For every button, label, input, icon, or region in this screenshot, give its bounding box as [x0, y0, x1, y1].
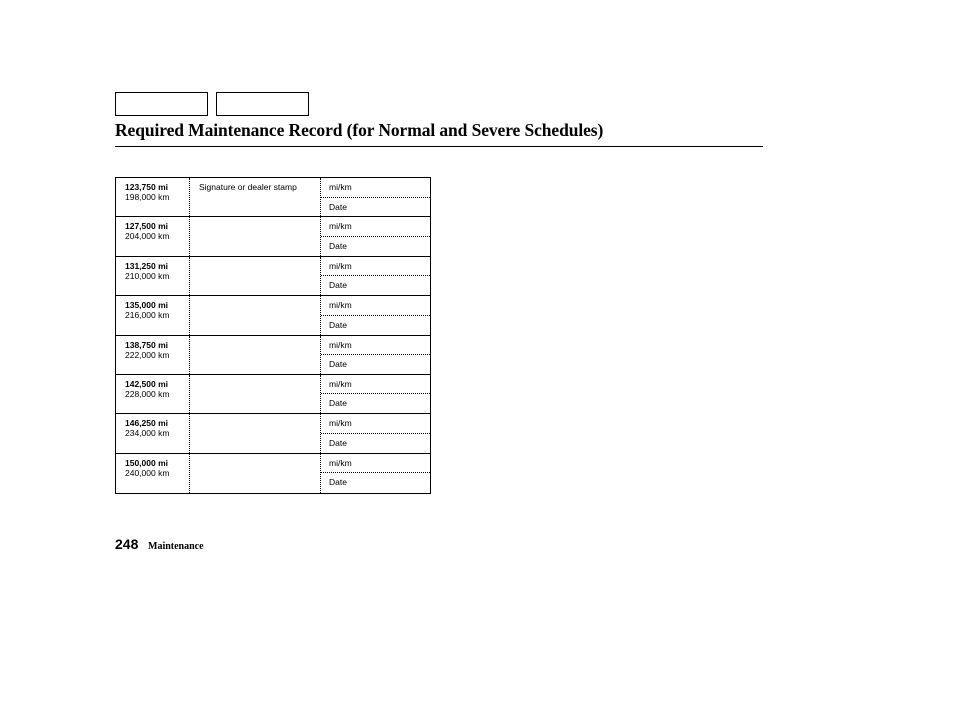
page-title: Required Maintenance Record (for Normal and Severe Schedules)	[115, 120, 604, 140]
date-field[interactable]	[321, 316, 430, 335]
interval-miles: 123,750 mi	[125, 182, 169, 192]
interval-cell	[116, 296, 190, 334]
date-label: Date	[329, 319, 347, 330]
signature-cell[interactable]	[190, 375, 321, 413]
interval-miles: 131,250 mi	[125, 260, 169, 271]
header-tab-box-left	[115, 92, 208, 116]
signature-cell[interactable]	[190, 296, 321, 334]
date-field[interactable]	[321, 434, 430, 453]
mileage-field[interactable]	[321, 336, 430, 356]
mileage-field[interactable]	[321, 217, 430, 237]
interval-miles: 135,000 mi	[125, 300, 169, 311]
date-label: Date	[329, 280, 347, 291]
title-divider	[115, 146, 763, 147]
interval-cell	[116, 454, 190, 493]
table-row	[116, 414, 430, 453]
mileage-label: mi/km	[329, 378, 352, 389]
signature-cell[interactable]	[190, 217, 321, 255]
date-field[interactable]	[321, 394, 430, 413]
entry-cell	[321, 257, 430, 295]
interval-miles: 150,000 mi	[125, 457, 169, 468]
interval-kilometers: 228,000 km	[125, 388, 170, 399]
interval-miles: 146,250 mi	[125, 418, 169, 429]
entry-cell	[321, 414, 430, 452]
date-label: Date	[329, 437, 347, 448]
mileage-field[interactable]	[321, 454, 430, 474]
interval-cell	[116, 178, 190, 216]
table-row	[116, 296, 430, 335]
mileage-label: mi/km	[329, 457, 352, 468]
interval-miles: 127,500 mi	[125, 221, 169, 232]
date-label: Date	[329, 359, 347, 370]
entry-cell	[321, 336, 430, 374]
table-row	[116, 178, 430, 217]
mileage-field[interactable]	[321, 178, 430, 198]
signature-cell[interactable]	[190, 454, 321, 493]
date-field[interactable]	[321, 237, 430, 256]
interval-kilometers: 210,000 km	[125, 270, 170, 281]
table-row	[116, 454, 430, 493]
interval-kilometers: 204,000 km	[125, 231, 170, 242]
interval-kilometers: 222,000 km	[125, 349, 170, 360]
entry-cell	[321, 217, 430, 255]
date-label: Date	[329, 240, 347, 251]
section-name: Maintenance	[148, 541, 204, 552]
date-field[interactable]	[321, 198, 430, 217]
interval-cell	[116, 375, 190, 413]
mileage-field[interactable]	[321, 296, 430, 316]
mileage-label: mi/km	[329, 221, 352, 232]
mileage-label: mi/km	[329, 300, 352, 311]
signature-label: Signature or dealer stamp	[199, 182, 297, 192]
mileage-field[interactable]	[321, 414, 430, 434]
signature-cell[interactable]	[190, 336, 321, 374]
header-tab-box-right	[216, 92, 309, 116]
date-field[interactable]	[321, 355, 430, 374]
table-row	[116, 375, 430, 414]
interval-kilometers: 234,000 km	[125, 428, 170, 439]
entry-cell	[321, 375, 430, 413]
interval-miles: 138,750 mi	[125, 339, 169, 350]
date-label: Date	[329, 201, 347, 212]
interval-miles: 142,500 mi	[125, 378, 169, 389]
interval-cell	[116, 257, 190, 295]
page-number: 248	[115, 536, 139, 552]
interval-kilometers: 216,000 km	[125, 310, 170, 321]
table-row	[116, 257, 430, 296]
table-row	[116, 336, 430, 375]
signature-cell[interactable]	[190, 414, 321, 452]
entry-cell	[321, 454, 430, 493]
mileage-field[interactable]	[321, 257, 430, 277]
mileage-label: mi/km	[329, 418, 352, 429]
mileage-label: mi/km	[329, 260, 352, 271]
interval-kilometers: 240,000 km	[125, 467, 170, 478]
date-label: Date	[329, 398, 347, 409]
mileage-label: mi/km	[329, 182, 352, 192]
interval-kilometers: 198,000 km	[125, 192, 170, 202]
date-field[interactable]	[321, 276, 430, 295]
date-label: Date	[329, 477, 347, 488]
maintenance-record-table	[115, 177, 431, 494]
signature-cell[interactable]	[190, 178, 321, 216]
date-field[interactable]	[321, 473, 430, 493]
entry-cell	[321, 178, 430, 216]
table-row	[116, 217, 430, 256]
interval-cell	[116, 217, 190, 255]
interval-cell	[116, 414, 190, 452]
signature-cell[interactable]	[190, 257, 321, 295]
interval-cell	[116, 336, 190, 374]
entry-cell	[321, 296, 430, 334]
mileage-label: mi/km	[329, 339, 352, 350]
mileage-field[interactable]	[321, 375, 430, 395]
